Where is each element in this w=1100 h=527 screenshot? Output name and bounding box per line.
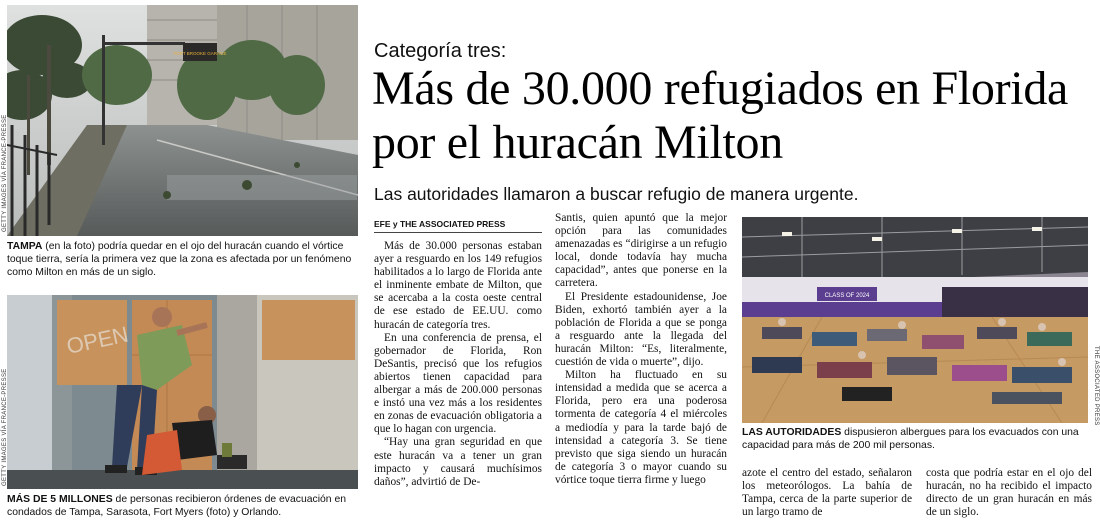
boarding-up-photo — [7, 295, 358, 489]
column-2-paragraph: Milton ha fluctuado en su intensidad a medida que se acerca a Florida, pero era una poderosa tormenta de categoría 4 el miércoles a mediodía y para la tarde bajó de intensidad a categoría 3. Se tiene previsto que siga siendo un huracán de categoría 3 o mayor cuando su vórtice toque tierra firme y luego — [555, 369, 727, 486]
column-4-paragraph: costa que podría estar en el ojo del huracán, no ha recibido el impacto directo de un gran huracán en más de un siglo. — [926, 467, 1092, 519]
article-deck: Las autoridades llamaron a buscar refugio de manera urgente. — [374, 184, 859, 204]
article-column-4 — [926, 467, 1092, 519]
column-2-paragraph: Santis, quien apuntó que la mejor opción para las comunidades amenazadas es “dirigirse a un refugio local, donde todavía hay mucha capacidad”, antes que ponerse en la carretera. — [555, 212, 727, 290]
shelter-caption-text: dispusieron albergues para los evacuados con una capacidad para más de 200 mil personas. — [742, 427, 1079, 452]
article-kicker: Categoría tres: — [374, 40, 507, 62]
fortmyers-caption-text: de personas recibieron órdenes de evacuación en condados de Tampa, Sarasota, Fort Myers (foto) y Orlando. — [7, 494, 347, 519]
column-1-paragraph: Más de 30.000 personas estaban ayer a resguardo en los 149 refugios habilitados a lo largo de Florida ante el inminente embate de Milton, que se acercaba a la costa oeste central de ese estado de EE.UU. como huracán de categoría tres. — [374, 240, 542, 331]
tampa-photo-caption — [7, 240, 359, 280]
tampa-photo-credit: GETTY IMAGES VÍA FRANCE-PRESSE — [2, 114, 8, 232]
article-column-2 — [555, 212, 727, 487]
article-byline: EFE y THE ASSOCIATED PRESS — [374, 219, 542, 233]
boarding-photo-credit: GETTY IMAGES VÍA FRANCE-PRESSE — [2, 368, 8, 486]
shelter-photo-caption — [742, 426, 1092, 452]
column-1-paragraph: “Hay una gran seguridad en que este huracán va a tener un gran impacto y causará muchísimos daños”, advirtió de De- — [374, 436, 542, 488]
tampa-street-photo — [7, 5, 358, 236]
article-column-3 — [742, 467, 912, 519]
fortmyers-caption-lead: MÁS DE 5 MILLONES — [7, 494, 113, 505]
article-headline: Más de 30.000 refugiados en Florida por el huracán Milton — [372, 62, 1069, 169]
article-column-1 — [374, 240, 542, 489]
shelter-caption-lead: LAS AUTORIDADES — [742, 427, 842, 438]
column-3-paragraph: azote el centro del estado, señalaron los meteorólogos. La bahía de Tampa, cerca de la parte superior de un largo tramo de — [742, 467, 912, 519]
column-2-paragraph: El Presidente estadounidense, Joe Biden, exhortó también ayer a la población de Florida a que se ponga a resguardo ante la llegada del huracán Milton: “Es, literalmente, cuestión de vida o muerte”, dijo. — [555, 290, 727, 369]
shelter-gym-photo — [742, 217, 1088, 423]
open-window-text: OPEN — [64, 321, 131, 359]
class-banner-text: CLASS OF 2024 — [824, 293, 870, 299]
tampa-caption-text: (en la foto) podría quedar en el ojo del huracán cuando el vórtice toque tierra, sería la primera vez que la zona es afectada por un fenómeno como Milton en más de un siglo. — [7, 241, 352, 279]
tampa-caption-lead: TAMPA — [7, 241, 43, 252]
garage-sign-text: FORT BROOKE GARAGE — [173, 51, 227, 56]
fortmyers-photo-caption — [7, 493, 359, 519]
column-1-paragraph: En una conferencia de prensa, el gobernador de Florida, Ron DeSantis, precisó que los refugios abiertos tienen capacidad para albergar a más de 200.000 personas e instó una vez más a los residentes en zonas de evacuación obligatoria a que lo hagan con urgencia. — [374, 331, 542, 436]
shelter-photo-credit: THE ASSOCIATED PRESS — [1093, 346, 1099, 426]
